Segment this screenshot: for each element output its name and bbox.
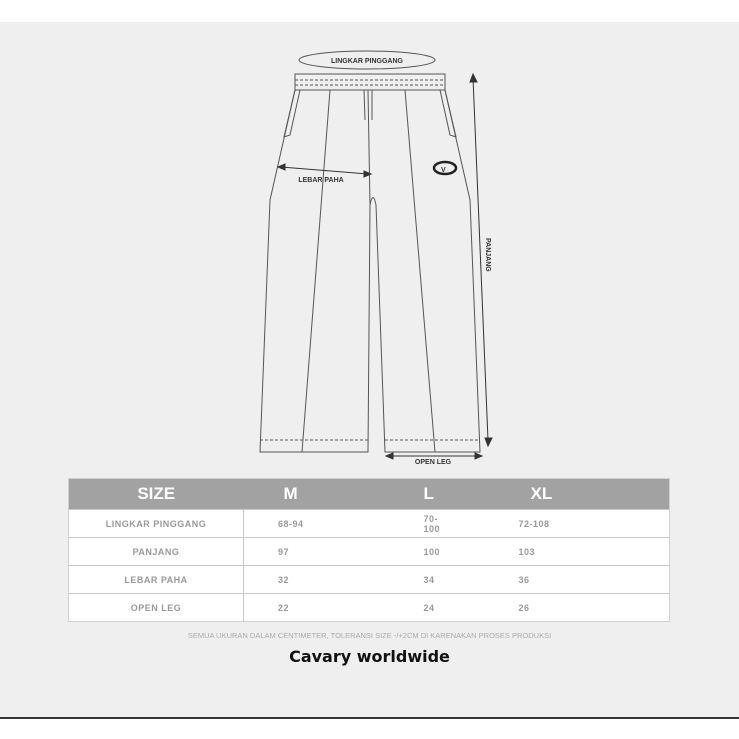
table-row [69,510,670,538]
logo-icon [434,162,456,174]
header-m: M [244,479,344,510]
waist-label: LINGKAR PINGGANG [331,58,403,65]
size-table [68,478,670,622]
row-label: OPEN LEG [69,594,244,622]
row-value: 100 [344,538,449,566]
row-label: LEBAR PAHA [69,566,244,594]
header-size: SIZE [69,479,244,510]
header-xl: XL [449,479,670,510]
row-value: 72-108 [449,510,670,538]
divider [0,717,739,719]
row-value: 36 [449,566,670,594]
row-value: 70-100 [344,510,449,538]
waistband [295,74,445,90]
row-value: 22 [244,594,344,622]
row-value: 32 [244,566,344,594]
svg-text:V: V [441,167,446,174]
row-label: PANJANG [69,538,244,566]
open-leg-label: OPEN LEG [414,459,452,466]
arrow-down-icon [485,438,492,446]
arrow-up-icon [470,74,477,82]
brand-name: Cavary worldwide [289,647,450,666]
row-value: 103 [449,538,670,566]
row-label: LINGKAR PINGGANG [69,510,244,538]
row-value: 26 [449,594,670,622]
row-value: 68-94 [244,510,344,538]
arrow-left-icon [278,164,285,170]
length-label: PANJANG [484,238,491,272]
pants-outline [260,90,480,452]
table-row [69,538,670,566]
table-row [69,594,670,622]
table-row [69,566,670,594]
row-value: 24 [344,594,449,622]
row-value: 34 [344,566,449,594]
row-value: 97 [244,538,344,566]
thigh-label: LEBAR PAHA [298,177,344,184]
table-header-row [69,479,670,510]
measurement-note: SEMUA UKURAN DALAM CENTIMETER, TOLERANSI SIZE -/+2CM DI KARENAKAN PROSES PRODUKSI [187,631,552,640]
header-l: L [344,479,449,510]
